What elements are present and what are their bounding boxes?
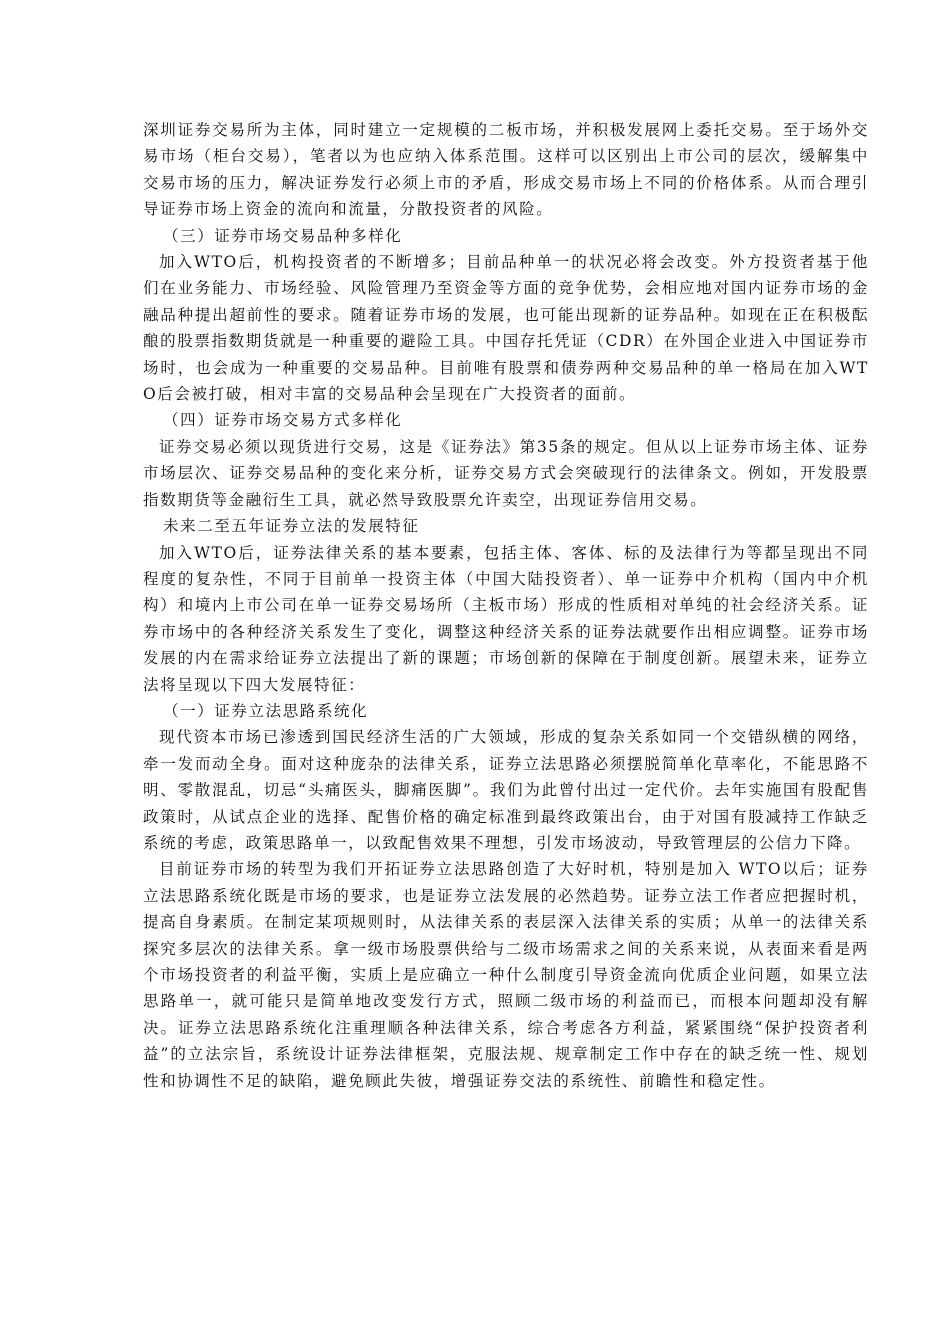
paragraph-legal-relations: 加入WTO后，证券法律关系的基本要素，包括主体、客体、标的及法律行为等都呈现出不同程度的复杂性，不同于目前单一投资主体（中国大陆投资者）、单一证券中介机构（国内中介机构）和境内上市公司在单一证券交易场所（主板市场）形成的性质相对单纯的社会经济关系。证券市场中的各种经济关系发生了变化，调整这种经济关系的证券法就要作出相应调整。证券市场发展的内在需求给证券立法提出了新的课题；市场创新的保障在于制度创新。展望未来，证券立法将呈现以下四大发展特征： [143, 543, 869, 694]
heading-section-3: （三）证券市场交易品种多样化 [163, 226, 403, 245]
paragraph-trading-varieties: 加入WTO后，机构投资者的不断增多；目前品种单一的状况必将会改变。外方投资者基于他们在业务能力、市场经验、风险管理乃至资金等方面的竞争优势，会相应地对国内证券市场的金融品种提出超前性的要求。随着证券市场的发展，也可能出现新的证券品种。如现在正在积极酝酿的股票指数期货就是一种重要的避险工具。中国存托凭证（CDR）在外国企业进入中国证券市场时，也会成为一种重要的交易品种。目前唯有股票和债券两种交易品种的单一格局在加入WTO后会被打破，相对丰富的交易品种会呈现在广大投资者的面前。 [143, 253, 869, 404]
heading-section-4: （四）证券市场交易方式多样化 [163, 411, 403, 430]
paragraph-trading-methods: 证券交易必须以现货进行交易，这是《证券法》第35条的规定。但从以上证券市场主体、证券市场层次、证券交易品种的变化来分析，证券交易方式会突破现行的法律条文。例如，开发股票指数期货等金融衍生工具，就必然导致股票允许卖空，出现证券信用交易。 [143, 437, 869, 509]
heading-section-1: （一）证券立法思路系统化 [163, 701, 369, 720]
document-page [143, 117, 869, 1094]
paragraph-market-structure: 深圳证券交易所为主体，同时建立一定规模的二板市场，并积极发展网上委托交易。至于场外交易市场（柜台交易），笔者以为也应纳入体系范围。这样可以区别出上市公司的层次，缓解集中交易市场的压力，解决证券发行必须上市的矛盾，形成交易市场上不同的价格体系。从而合理引导证券市场上资金的流向和流量，分散投资者的风险。 [143, 121, 869, 219]
paragraph-systematic-thinking: 现代资本市场已渗透到国民经济生活的广大领域，形成的复杂关系如同一个交错纵横的网络，牵一发而动全身。面对这种庞杂的法律关系，证券立法思路必须摆脱简单化草率化，不能思路不明、零散混乱，切忌“头痛医头，脚痛医脚”。我们为此曾付出过一定代价。去年实施国有股配售政策时，从试点企业的选择、配售价格的确定标准到最终政策出台，由于对国有股减持工作缺乏系统的考虑，政策思路单一，以致配售效果不理想，引发市场波动，导致管理层的公信力下降。 [143, 728, 869, 852]
paragraph-market-transition: 目前证券市场的转型为我们开拓证券立法思路创造了大好时机，特别是加入 WTO以后；证券立法思路系统化既是市场的要求，也是证券立法发展的必然趋势。证券立法工作者应把握时机，提高自身素质。在制定某项规则时，从法律关系的表层深入法律关系的实质；从单一的法律关系探究多层次的法律关系。拿一级市场股票供给与二级市场需求之间的关系来说，从表面来看是两个市场投资者的利益平衡，实质上是应确立一种什么制度引导资金流向优质企业问题，如果立法思路单一，就可能只是简单地改变发行方式，照顾二级市场的利益而已，而根本问题却没有解决。证券立法思路系统化注重理顺各种法律关系，综合考虑各方利益，紧紧围绕“保护投资者利益”的立法宗旨，系统设计证券法律框架，克服法规、规章制定工作中存在的缺乏统一性、规划性和协调性不足的缺陷，避免顾此失彼，增强证券交法的系统性、前瞻性和稳定性。 [143, 860, 869, 1090]
heading-legislation-features: 未来二至五年证券立法的发展特征 [163, 517, 420, 536]
